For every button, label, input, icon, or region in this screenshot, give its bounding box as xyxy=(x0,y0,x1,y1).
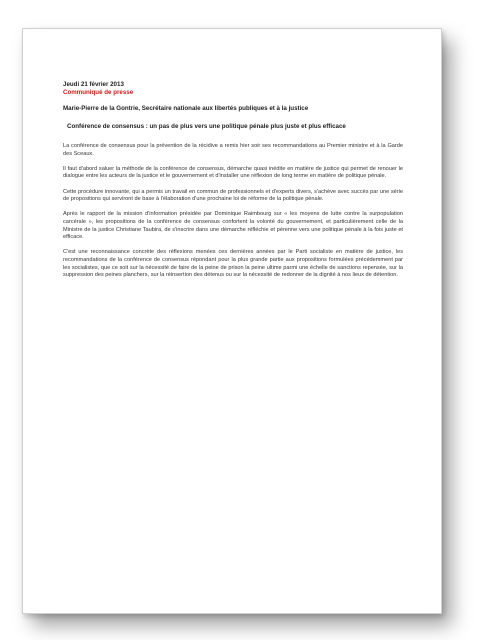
document-content xyxy=(63,81,403,287)
document-date: Jeudi 21 février 2013 xyxy=(63,81,124,88)
document-headline: Conférence de consensus : un pas de plus vers une politique pénale plus juste et plus efficace xyxy=(67,123,346,130)
paragraph-4: Après le rapport de la mission d'information présidée par Dominique Raimbourg sur « les moyens de lutte contre la surpopulation carcérale », les propositions de la conférence de consensus confortent la volonté du gouvernement, et particulièrement celle de la Ministre de la justice Christiane Taubira, de s'inscrire dans une démarche réfléchie et pérenne vers une politique pénale à la fois juste et efficace. xyxy=(63,211,403,241)
paragraph-2: Il faut d'abord saluer la méthode de la conférence de consensus, démarche quasi inédite en matière de justice qui permet de renouer le dialogue entre les acteurs de la justice et le gouvernement et d'installer une réflexion de long terme en matière de politique pénale. xyxy=(63,165,403,180)
paragraph-5: C'est une reconnaissance concrète des réflexions menées ces dernières années par le Parti socialiste en matière de justice, les recommandations de la conférence de consensus répondant pour la plus grande partie aux propositions formulées précédemment par les socialistes, que ce soit sur la nécessité de faire de la peine de prison la peine ultime parmi une échelle de sanctions repensée, sur la suppression des peines planchers, sur la réinsertion des détenus ou sur la nécessité de redonner de la dignité à nos lieux de détention. xyxy=(63,249,403,279)
document-page xyxy=(22,28,442,614)
document-type-label: Communiqué de presse xyxy=(63,89,134,96)
paragraph-1: La conférence de consensus pour la prévention de la récidive a remis hier soir ses recommandations au Premier ministre et à la Garde des Sceaux. xyxy=(63,143,403,157)
document-author: Marie-Pierre de la Gontrie, Secrétaire nationale aux libertés publiques et à la justice xyxy=(63,105,309,112)
paragraph-3: Cette procédure innovante, qui a permis un travail en commun de professionnels et d'experts divers, s'achève avec succès par une série de propositions qui serviront de base à l'élaboration d'une prochaine loi de réforme de la politique pénale. xyxy=(63,188,403,203)
